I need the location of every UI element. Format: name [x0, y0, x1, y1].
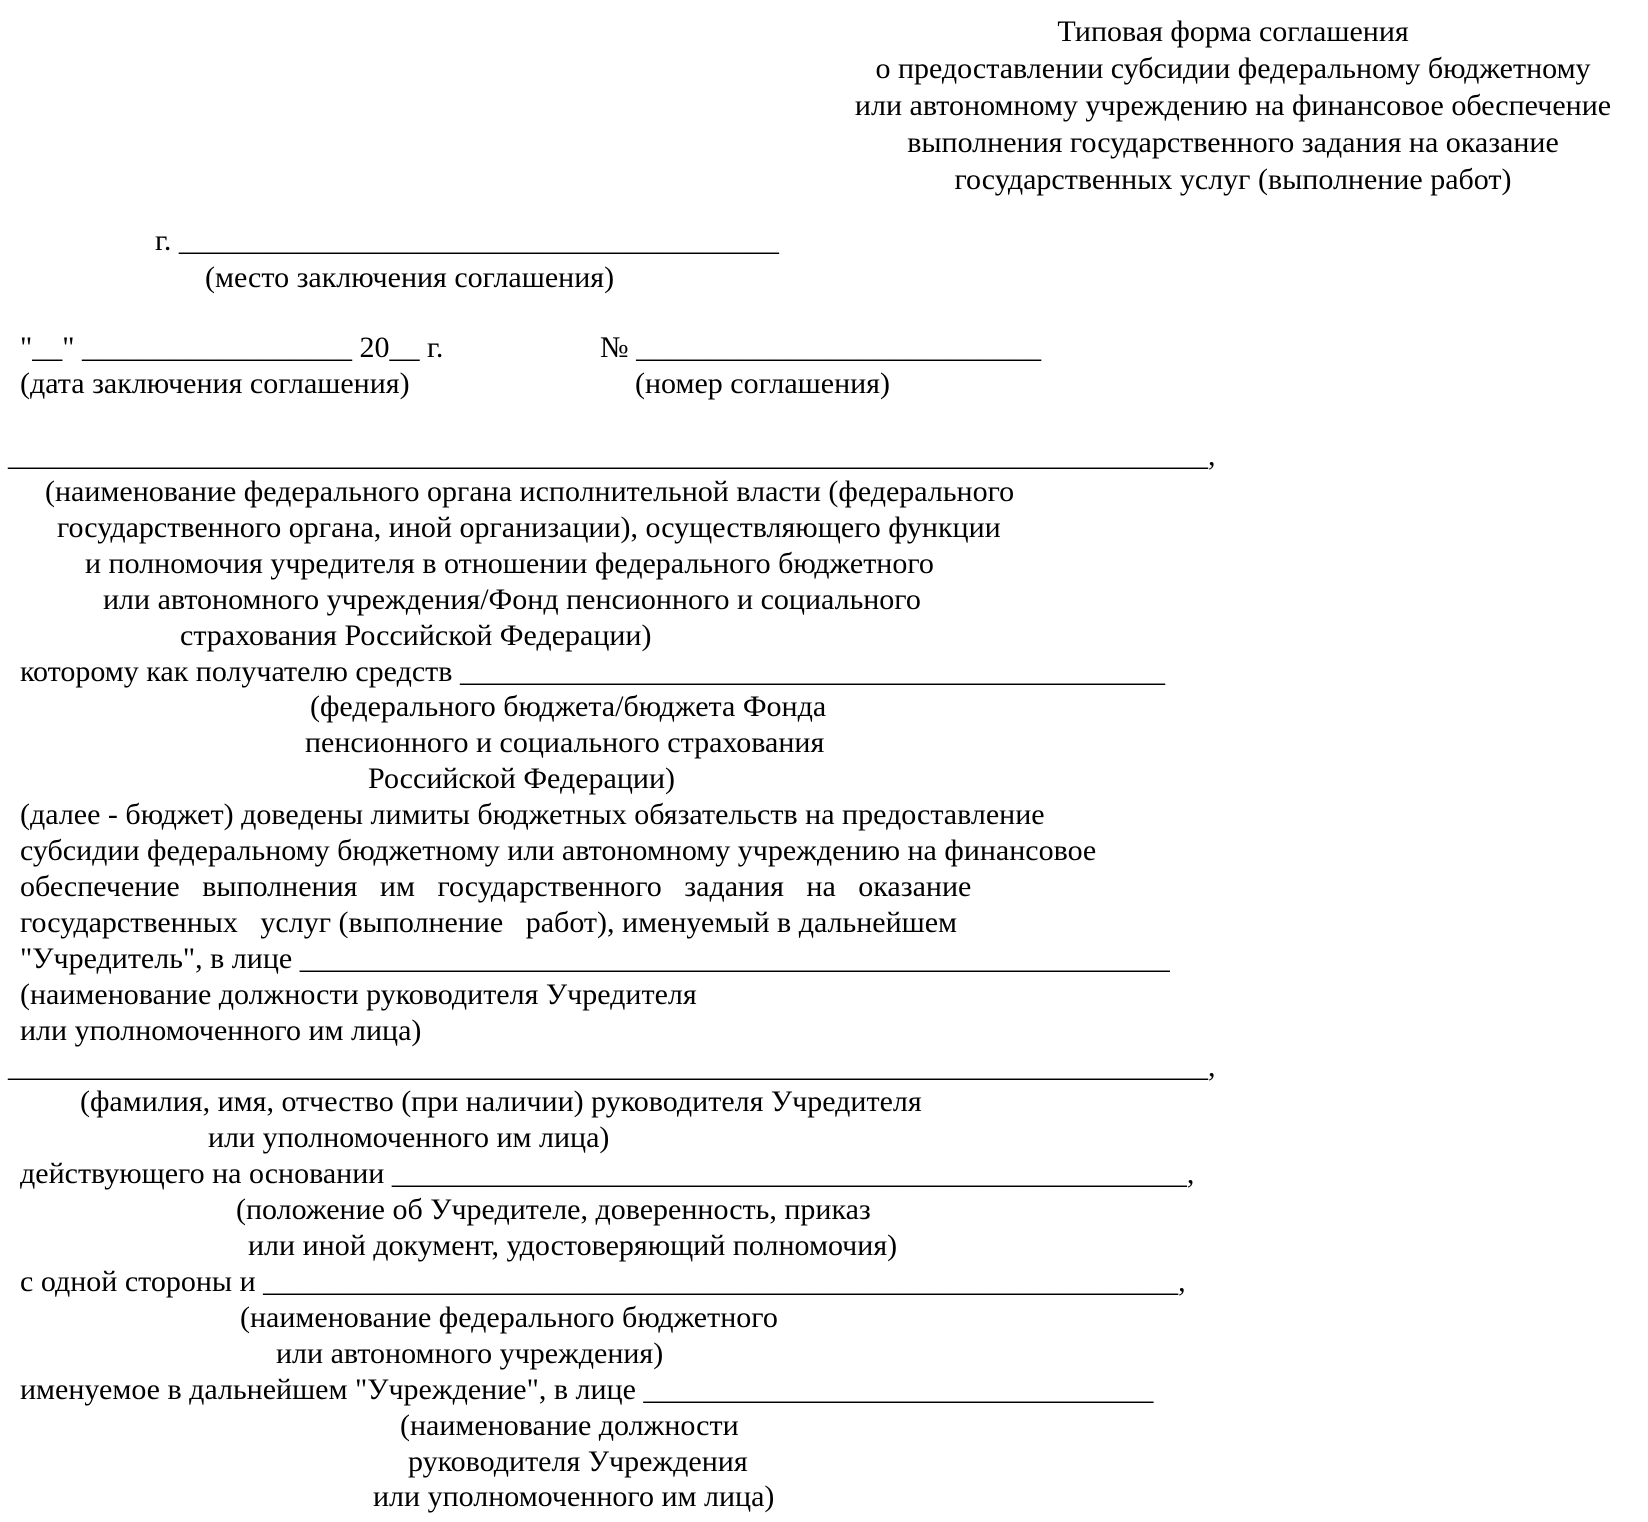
title-line: о предоставлении субсидии федеральному бюджетному [875, 52, 1591, 85]
agreement-number-label: (номер соглашения) [635, 367, 890, 400]
founder-name-label-line: или автономного учреждения/Фонд пенсионного и социального [103, 583, 921, 616]
founder-representative-line: "Учредитель", в лице __________________________________________________________ [20, 942, 1170, 975]
body-paragraph-line: государственных услуг (выполнение работ), именуемый в дальнейшем [20, 906, 958, 939]
place-of-agreement-field: г. ________________________________________ [155, 224, 779, 257]
founder-name-label-line: и полномочия учредителя в отношении федерального бюджетного [85, 547, 934, 580]
budget-label-line: пенсионного и социального страхования [305, 726, 825, 759]
title-line: Типовая форма соглашения [1057, 15, 1409, 48]
founder-representative-name-blank: ________________________________________________________________________________, [8, 1050, 1216, 1083]
acting-on-basis-line: действующего на основании _____________________________________________________, [20, 1157, 1195, 1190]
agreement-number-field: № ___________________________ [600, 331, 1042, 364]
institution-position-label-line: (наименование должности [400, 1409, 739, 1442]
institution-position-label-line: руководителя Учреждения [408, 1445, 748, 1478]
document-title [820, 13, 1646, 198]
budget-label-line: Российской Федерации) [368, 762, 676, 795]
institution-position-label-line: или уполномоченного им лица) [373, 1480, 775, 1513]
title-line: или автономному учреждению на финансовое обеспечение [854, 89, 1612, 122]
founder-name-label-line: (наименование федерального органа исполнительной власти (федерального [45, 475, 1015, 508]
founder-name-label-line: страхования Российской Федерации) [180, 619, 652, 652]
date-of-agreement-label: (дата заключения соглашения) [20, 367, 410, 400]
founder-position-label-line: (наименование должности руководителя Учредителя [20, 978, 697, 1011]
institution-name-label-line: или автономного учреждения) [276, 1337, 664, 1370]
budget-recipient-line: которому как получателю средств _______________________________________________ [20, 655, 1165, 688]
body-paragraph-line: субсидии федеральному бюджетному или автономному учреждению на финансовое [20, 834, 1097, 867]
institution-representative-line: именуемое в дальнейшем "Учреждение", в лице __________________________________ [20, 1373, 1154, 1406]
founder-position-label-line: или уполномоченного им лица) [20, 1014, 422, 1047]
title-line: выполнения государственного задания на оказание [907, 126, 1559, 159]
title-line: государственных услуг (выполнение работ) [954, 163, 1512, 196]
place-of-agreement-label: (место заключения соглашения) [205, 261, 615, 294]
founder-fullname-label-line: или уполномоченного им лица) [208, 1121, 610, 1154]
basis-document-label-line: или иной документ, удостоверяющий полномочия) [248, 1229, 898, 1262]
basis-document-label-line: (положение об Учредителе, доверенность, приказ [236, 1193, 871, 1226]
institution-name-label-line: (наименование федерального бюджетного [240, 1301, 778, 1334]
body-paragraph-line: (далее - бюджет) доведены лимиты бюджетных обязательств на предоставление [20, 798, 1045, 831]
budget-label-line: (федерального бюджета/бюджета Фонда [310, 690, 827, 723]
founder-name-label-line: государственного органа, иной организации), осуществляющего функции [57, 511, 1001, 544]
first-party-line: с одной стороны и _____________________________________________________________, [20, 1265, 1186, 1298]
date-of-agreement-field: "__" __________________ 20__ г. [20, 331, 444, 364]
body-paragraph-line: обеспечение выполнения им государственного задания на оказание [20, 870, 972, 903]
founder-fullname-label-line: (фамилия, имя, отчество (при наличии) руководителя Учредителя [80, 1085, 922, 1118]
founder-name-blank: ________________________________________________________________________________, [8, 439, 1216, 472]
